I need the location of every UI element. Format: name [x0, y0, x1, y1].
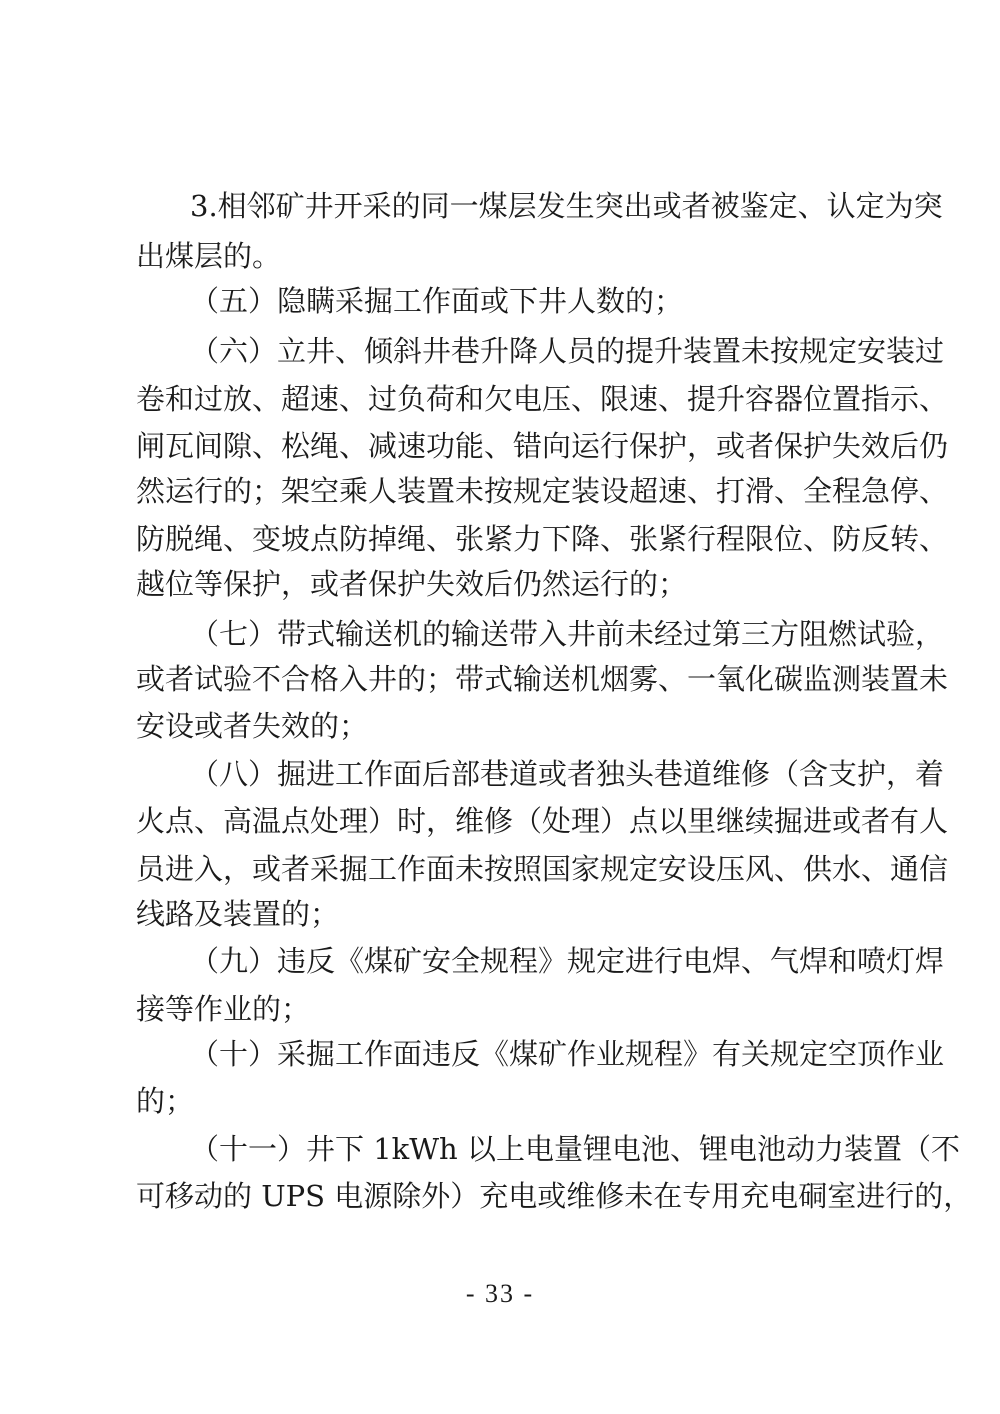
- text-line: （六）立井、倾斜井巷升降人员的提升装置未按规定安装过: [190, 334, 945, 368]
- text-line: 火点、高温点处理）时，维修（处理）点以里继续掘进或者有人: [136, 804, 949, 838]
- text-line: 3.相邻矿井开采的同一煤层发生突出或者被鉴定、认定为突: [190, 189, 943, 223]
- text-line: 越位等保护，或者保护失效后仍然运行的；: [136, 567, 688, 601]
- text-line: 的；: [136, 1084, 195, 1118]
- text-line: 可移动的 UPS 电源除外）充电或维修未在专用充电硐室进行的，: [136, 1179, 973, 1213]
- text-line: 员进入，或者采掘工作面未按照国家规定安设压风、供水、通信: [136, 852, 949, 886]
- text-line: 出煤层的。: [136, 239, 282, 273]
- text-line: （五）隐瞒采掘工作面或下井人数的；: [190, 284, 684, 318]
- page-number: - 33 -: [465, 1279, 535, 1308]
- text-line: （九）违反《煤矿安全规程》规定进行电焊、气焊和喷灯焊: [190, 944, 945, 978]
- text-line: （七）带式输送机的输送带入井前未经过第三方阻燃试验，: [190, 617, 945, 651]
- text-line: 闸瓦间隙、松绳、减速功能、错向运行保护，或者保护失效后仍: [136, 429, 949, 463]
- text-line: 防脱绳、变坡点防掉绳、张紧力下降、张紧行程限位、防反转、: [136, 522, 949, 556]
- text-line: （十）采掘工作面违反《煤矿作业规程》有关规定空顶作业: [190, 1037, 945, 1071]
- text-line: 卷和过放、超速、过负荷和欠电压、限速、提升容器位置指示、: [136, 382, 949, 416]
- text-line: （八）掘进工作面后部巷道或者独头巷道维修（含支护，着: [190, 757, 945, 791]
- text-line: 然运行的；架空乘人装置未按规定装设超速、打滑、全程急停、: [136, 474, 949, 508]
- text-line: 接等作业的；: [136, 992, 311, 1026]
- text-line: 安设或者失效的；: [136, 709, 369, 743]
- text-line: （十一）井下 1kWh 以上电量锂电池、锂电池动力装置（不: [190, 1132, 960, 1166]
- text-line: 线路及装置的；: [136, 897, 340, 931]
- text-line: 或者试验不合格入井的；带式输送机烟雾、一氧化碳监测装置未: [136, 662, 949, 696]
